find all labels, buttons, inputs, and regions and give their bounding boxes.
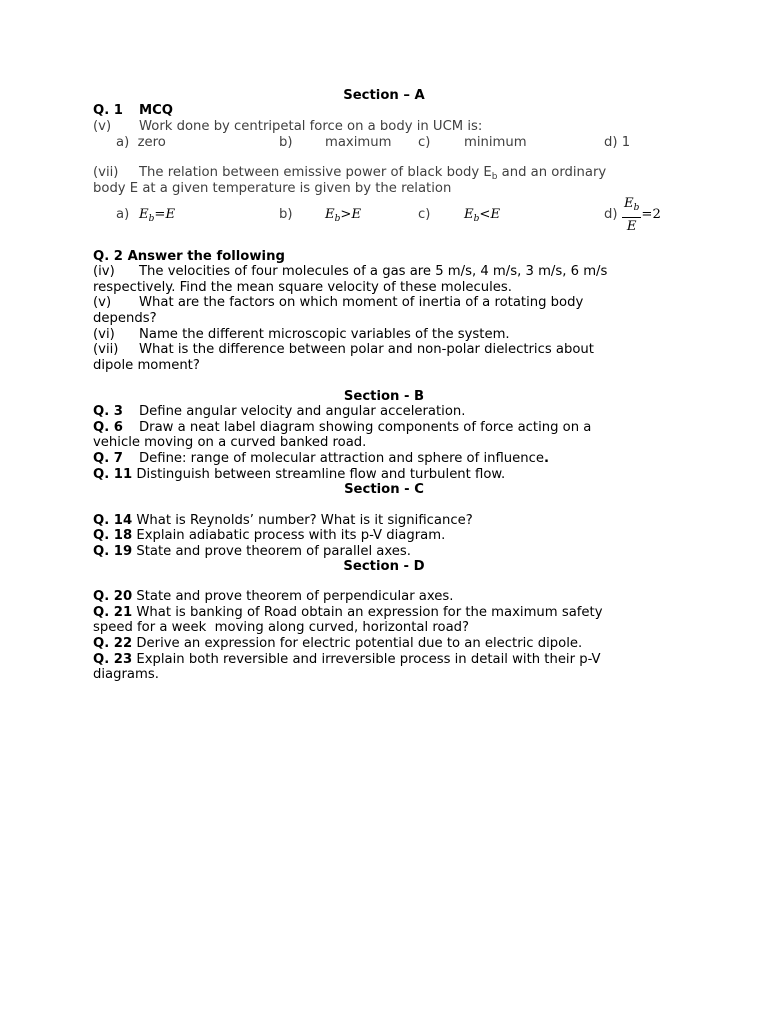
question-text: What is Reynolds’ number? What is it significance? [136,513,473,528]
item-text: What is the difference between polar and non-polar dielectrics about [139,342,594,357]
q2-v [93,295,653,311]
fraction [622,195,641,235]
q14 [93,513,653,529]
q1-number: Q. 1 [93,103,123,118]
question-text: Explain adiabatic process with its p-V diagram. [136,528,446,543]
q20 [93,589,653,605]
q2-iv [93,264,653,280]
q1-vii-text-2: and an ordinary [497,165,607,180]
q1-vii-text-1: The relation between emissive power of black body E [139,165,492,180]
q1-vii-option-d: d) [604,207,618,222]
item-number: (vii) [93,342,119,357]
item-text: Name the different microscopic variables of the system. [139,327,510,342]
expr-op: > [340,207,352,222]
q2-vi [93,327,653,343]
q1-v-text: Work done by centripetal force on a body in UCM is: [139,119,483,134]
q2-vii [93,342,653,358]
question-number: Q. 3 [93,404,123,419]
q2-heading: Q. 2 Answer the following [93,249,285,264]
q1-vii-option-c: c) [418,207,431,222]
question-text: What is banking of Road obtain an expression for the maximum safety [136,605,603,620]
q1-vii-option-a-expr [139,207,175,228]
question-text: Draw a neat label diagram showing components of force acting on a [139,420,592,435]
q1-heading [93,103,653,119]
question-text: Explain both reversible and irreversible process in detail with their p-V [136,652,601,667]
q1-v-option-c-text: minimum [464,135,527,150]
q22 [93,636,653,652]
question-text: Define angular velocity and angular acceleration. [139,404,466,419]
q23-line2: diagrams. [93,667,159,682]
q21 [93,605,653,621]
fraction-equals: =2 [641,207,661,223]
q1-v-option-b-text: maximum [325,135,392,150]
question-text: Distinguish between streamline flow and turbulent flow. [136,467,506,482]
question-number: Q. 14 [93,513,133,528]
expr-op: = [154,207,166,222]
question-number: Q. 18 [93,528,133,543]
fraction-numerator [622,195,641,218]
q1-vii-number: (vii) [93,165,119,180]
option-letter: a) [116,207,130,222]
question-number: Q. 19 [93,544,133,559]
question-number: Q. 21 [93,605,133,620]
q1-v-question [93,119,653,135]
q11 [93,467,653,483]
q21-line2: speed for a week moving along curved, horizontal road? [93,620,470,635]
q1-vii-subscript: b [491,172,498,182]
question-text: Derive an expression for electric potential due to an electric dipole. [136,636,583,651]
q6 [93,420,653,436]
q1-v-option-a [116,135,166,151]
q1-vii-option-b-expr [325,207,361,228]
question-number: Q. 7 [93,451,123,466]
option-letter: b) [279,135,293,150]
question-number: Q. 6 [93,420,123,435]
section-b-title: Section - B [343,389,425,404]
q23 [93,652,653,668]
section-c-title: Section - C [344,482,424,497]
expr-sub: b [633,203,640,213]
question-number: Q. 20 [93,589,133,604]
expr-lhs: E [325,207,335,222]
item-text: The velocities of four molecules of a gas are 5 m/s, 4 m/s, 3 m/s, 6 m/s [139,264,608,279]
question-text: State and prove theorem of parallel axes. [136,544,411,559]
expr-sub: b [473,214,480,224]
expr-op: < [479,207,491,222]
option-text: zero [137,135,166,150]
expr-lhs: E [464,207,474,222]
q3 [93,404,653,420]
q2-iv-line2: respectively. Find the mean square velocity of these molecules. [93,280,512,295]
question-number: Q. 11 [93,467,133,482]
option-letter: d) [604,135,618,150]
q1-v-option-b [279,135,293,151]
section-a-title: Section – A [343,88,425,103]
q19 [93,544,653,560]
q1-vii-question-line2: body E at a given temperature is given by the relation [93,181,452,196]
expr-rhs: E [351,207,362,222]
item-number: (iv) [93,264,115,279]
q1-label: MCQ [139,103,174,118]
item-number: (v) [93,295,112,310]
question-number: Q. 22 [93,636,133,651]
q2-vii-line2: dipole moment? [93,358,200,373]
question-suffix: . [544,451,550,466]
expr-sub: b [148,214,155,224]
question-number: Q. 23 [93,652,133,667]
q1-v-option-c: c) [418,135,431,150]
expr-sub: b [334,214,341,224]
option-letter: a) [116,135,130,150]
q1-vii-option-b: b) [279,207,293,222]
option-text: 1 [621,135,631,150]
q7 [93,451,653,467]
expr-rhs: E [165,207,176,222]
q1-vii-option-a [116,207,129,223]
expr-rhs: E [490,207,501,222]
expr-lhs: E [139,207,149,222]
item-text: What are the factors on which moment of inertia of a rotating body [139,295,584,310]
question-text: State and prove theorem of perpendicular axes. [136,589,454,604]
q1-v-number: (v) [93,119,112,134]
section-d-title: Section - D [343,559,425,574]
q6-line2: vehicle moving on a curved banked road. [93,435,367,450]
item-number: (vi) [93,327,115,342]
question-text: Define: range of molecular attraction and sphere of influence [139,451,544,466]
q1-vii-option-d-expr [622,195,661,235]
q1-vii-option-c-expr [464,207,500,228]
q2-v-line2: depends? [93,311,157,326]
expr-num: E [624,196,634,211]
fraction-denominator: E [626,219,637,234]
q1-v-option-d [604,135,630,151]
q18 [93,528,653,544]
